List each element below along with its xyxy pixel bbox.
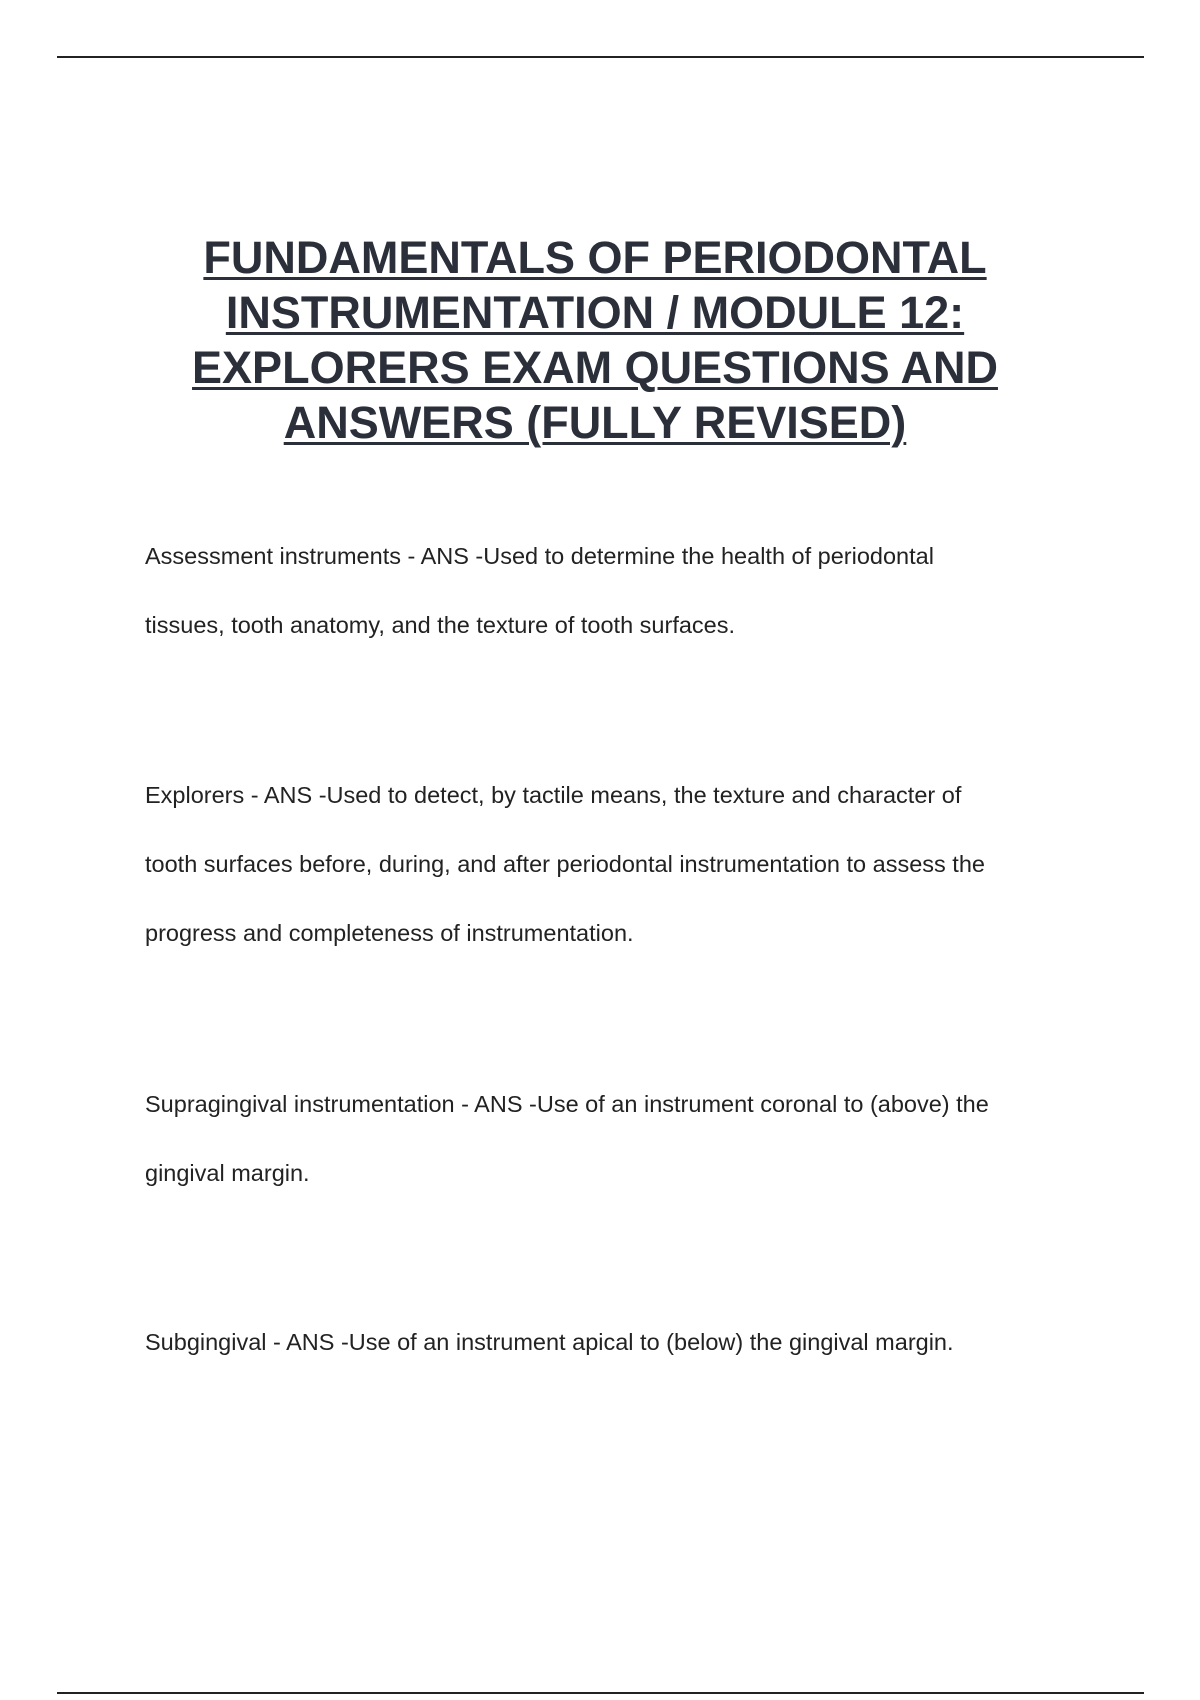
qa-entry-assessment-instruments	[145, 522, 1105, 660]
title-line-4: ANSWERS (FULLY REVISED)	[283, 397, 907, 448]
qa-line: Explorers - ANS -Used to detect, by tactile means, the texture and character of	[145, 782, 962, 808]
title-line-3: EXPLORERS EXAM QUESTIONS AND	[192, 342, 998, 393]
qa-line: Subgingival - ANS -Use of an instrument apical to (below) the gingival margin.	[145, 1329, 954, 1355]
qa-line: progress and completeness of instrumentation.	[145, 920, 634, 946]
bottom-rule	[57, 1692, 1144, 1694]
qa-line: tooth surfaces before, during, and after periodontal instrumentation to assess the	[145, 851, 985, 877]
title-line-2: INSTRUMENTATION / MODULE 12:	[225, 287, 965, 338]
qa-entry-explorers	[145, 761, 1105, 968]
qa-entry-subgingival	[145, 1308, 1105, 1377]
top-rule	[57, 56, 1144, 58]
document-title	[120, 230, 1070, 450]
qa-entry-supragingival	[145, 1070, 1105, 1208]
title-line-1: FUNDAMENTALS OF PERIODONTAL	[203, 232, 987, 283]
qa-line: Assessment instruments - ANS -Used to determine the health of periodontal	[145, 543, 934, 569]
qa-line: tissues, tooth anatomy, and the texture of tooth surfaces.	[145, 612, 736, 638]
qa-line: Supragingival instrumentation - ANS -Use of an instrument coronal to (above) the	[145, 1091, 989, 1117]
qa-line: gingival margin.	[145, 1160, 310, 1186]
